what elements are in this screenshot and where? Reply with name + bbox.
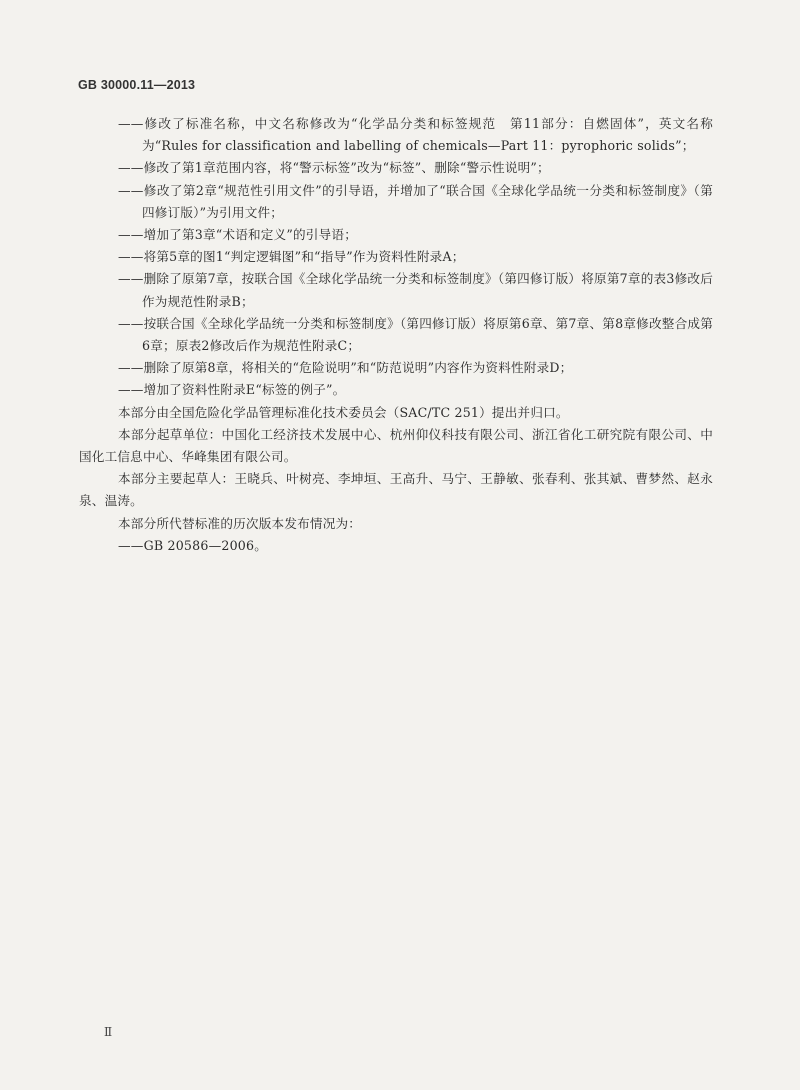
drafters-paragraph: 本部分主要起草人：王晓兵、叶树亮、李坤垣、王高升、马宁、王静敏、张春利、张其斌、曹梦然、赵永泉、温涛。 — [79, 471, 713, 509]
change-item-annex-e: ——增加了资料性附录E“标签的例子”。 — [118, 382, 346, 398]
change-item-scope: ——修改了第1章范围内容，将“警示标签”改为“标签”、删除“警示性说明”； — [118, 160, 550, 176]
change-item-terms: ——增加了第3章“术语和定义”的引导语； — [118, 227, 357, 243]
change-item-annex-a: ——将第5章的图1“判定逻辑图”和“指导”作为资料性附录A； — [118, 249, 465, 265]
previous-editions-intro: 本部分所代替标准的历次版本发布情况为： — [118, 515, 362, 531]
change-item-annex-c: ——按联合国《全球化学品统一分类和标签制度》（第四修订版）将原第6章、第7章、第8章修改整合成第6章；原表2修改后作为规范性附录C； — [118, 315, 713, 354]
standard-code: GB 30000.11—2013 — [78, 78, 196, 92]
change-item-annex-b: ——删除了原第7章，按联合国《全球化学品统一分类和标签制度》（第四修订版）将原第7章的表3修改后作为规范性附录B； — [118, 271, 713, 309]
previous-edition-item: ——GB 20586—2006。 — [118, 537, 268, 553]
change-item-title: ——修改了标准名称，中文名称修改为“化学品分类和标签规范 第11部分：自燃固体”，英文名称为“Rules for classification and labelling of chemicals—Part 11：pyrophoric solids”； — [118, 116, 713, 154]
page-number: Ⅱ — [104, 1025, 113, 1039]
change-item-annex-d: ——删除了原第8章，将相关的“危险说明”和“防范说明”内容作为资料性附录D； — [118, 360, 573, 376]
proposed-by-paragraph: 本部分由全国危险化学品管理标准化技术委员会（SAC/TC 251）提出并归口。 — [118, 404, 569, 420]
foreword-body — [79, 113, 713, 557]
change-item-normative-references: ——修改了第2章“规范性引用文件”的引导语，并增加了“联合国《全球化学品统一分类和标签制度》（第四修订版）”为引用文件； — [118, 182, 713, 220]
drafting-units-paragraph: 本部分起草单位：中国化工经济技术发展中心、杭州仰仪科技有限公司、浙江省化工研究院有限公司、中国化工信息中心、华峰集团有限公司。 — [79, 426, 713, 465]
